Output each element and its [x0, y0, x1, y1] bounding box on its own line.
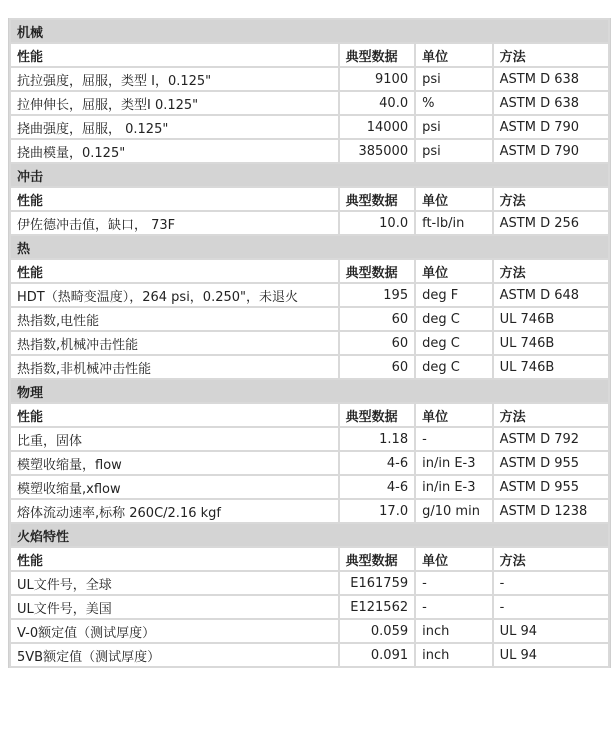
table-row [11, 620, 608, 642]
cell-property: 5VB额定值（测试厚度） [11, 644, 338, 666]
cell-value: 195 [340, 284, 415, 306]
section-header-row [11, 236, 608, 258]
cell-value: 17.0 [340, 500, 415, 522]
table-row [11, 572, 608, 594]
cell-unit: inch [416, 620, 492, 642]
table-row [11, 332, 608, 354]
cell-property: UL文件号，全球 [11, 572, 338, 594]
table-row [11, 476, 608, 498]
section-title: 火焰特性 [11, 524, 608, 546]
cell-unit: in/in E-3 [416, 476, 492, 498]
cell-unit: psi [416, 116, 492, 138]
cell-unit: - [416, 572, 492, 594]
cell-property: 拉伸伸长，屈服，类型I 0.125" [11, 92, 338, 114]
cell-value: E121562 [340, 596, 415, 618]
section-header-row [11, 164, 608, 186]
table-row [11, 452, 608, 474]
column-header-unit: 单位 [416, 548, 492, 570]
cell-value: 60 [340, 332, 415, 354]
column-header-row [11, 188, 608, 210]
column-header-property: 性能 [11, 44, 338, 66]
cell-method: UL 94 [494, 644, 608, 666]
column-header-value: 典型数据 [340, 260, 415, 282]
cell-value: 0.091 [340, 644, 415, 666]
cell-property: 伊佐德冲击值，缺口， 73F [11, 212, 338, 234]
cell-unit: inch [416, 644, 492, 666]
cell-method: ASTM D 638 [494, 92, 608, 114]
cell-value: 4-6 [340, 452, 415, 474]
cell-unit: deg C [416, 356, 492, 378]
cell-method: ASTM D 256 [494, 212, 608, 234]
cell-value: 60 [340, 356, 415, 378]
section-header-row [11, 380, 608, 402]
table-row [11, 356, 608, 378]
cell-property: UL文件号，美国 [11, 596, 338, 618]
column-header-method: 方法 [494, 188, 608, 210]
table-row [11, 644, 608, 666]
property-table-frame [8, 18, 611, 668]
cell-value: 60 [340, 308, 415, 330]
cell-unit: psi [416, 140, 492, 162]
cell-unit: g/10 min [416, 500, 492, 522]
column-header-row [11, 548, 608, 570]
column-header-method: 方法 [494, 260, 608, 282]
cell-property: 挠曲强度，屈服， 0.125" [11, 116, 338, 138]
cell-method: UL 746B [494, 332, 608, 354]
column-header-value: 典型数据 [340, 404, 415, 426]
section-title: 冲击 [11, 164, 608, 186]
table-row [11, 116, 608, 138]
column-header-value: 典型数据 [340, 548, 415, 570]
cell-value: 385000 [340, 140, 415, 162]
column-header-row [11, 260, 608, 282]
section-header-row [11, 524, 608, 546]
cell-method: - [494, 596, 608, 618]
cell-property: V-0额定值（测试厚度） [11, 620, 338, 642]
table-row [11, 500, 608, 522]
cell-value: 0.059 [340, 620, 415, 642]
cell-value: 9100 [340, 68, 415, 90]
cell-unit: deg F [416, 284, 492, 306]
section-title: 机械 [11, 20, 608, 42]
column-header-unit: 单位 [416, 188, 492, 210]
cell-property: 熔体流动速率,标称 260C/2.16 kgf [11, 500, 338, 522]
column-header-property: 性能 [11, 188, 338, 210]
table-row [11, 140, 608, 162]
cell-method: ASTM D 792 [494, 428, 608, 450]
cell-value: E161759 [340, 572, 415, 594]
cell-value: 10.0 [340, 212, 415, 234]
cell-method: ASTM D 648 [494, 284, 608, 306]
cell-method: - [494, 572, 608, 594]
table-row [11, 284, 608, 306]
column-header-property: 性能 [11, 404, 338, 426]
column-header-unit: 单位 [416, 44, 492, 66]
cell-method: UL 746B [494, 356, 608, 378]
cell-unit: % [416, 92, 492, 114]
column-header-unit: 单位 [416, 260, 492, 282]
cell-property: 抗拉强度，屈服，类型 I，0.125" [11, 68, 338, 90]
cell-value: 1.18 [340, 428, 415, 450]
table-row [11, 428, 608, 450]
cell-method: ASTM D 1238 [494, 500, 608, 522]
cell-value: 14000 [340, 116, 415, 138]
cell-property: 模塑收缩量,xflow [11, 476, 338, 498]
property-table-body [11, 20, 608, 666]
cell-property: 热指数,非机械冲击性能 [11, 356, 338, 378]
cell-method: ASTM D 638 [494, 68, 608, 90]
column-header-value: 典型数据 [340, 44, 415, 66]
column-header-value: 典型数据 [340, 188, 415, 210]
cell-unit: ft-lb/in [416, 212, 492, 234]
column-header-method: 方法 [494, 404, 608, 426]
table-row [11, 68, 608, 90]
cell-property: 热指数,电性能 [11, 308, 338, 330]
table-row [11, 92, 608, 114]
column-header-row [11, 404, 608, 426]
section-header-row [11, 20, 608, 42]
cell-property: 热指数,机械冲击性能 [11, 332, 338, 354]
cell-method: ASTM D 790 [494, 140, 608, 162]
property-table [9, 18, 610, 668]
cell-unit: - [416, 428, 492, 450]
cell-value: 4-6 [340, 476, 415, 498]
cell-property: HDT（热畸变温度），264 psi，0.250"，未退火 [11, 284, 338, 306]
table-row [11, 212, 608, 234]
cell-method: UL 94 [494, 620, 608, 642]
column-header-method: 方法 [494, 548, 608, 570]
column-header-unit: 单位 [416, 404, 492, 426]
cell-method: ASTM D 790 [494, 116, 608, 138]
cell-property: 挠曲模量，0.125" [11, 140, 338, 162]
column-header-property: 性能 [11, 548, 338, 570]
cell-value: 40.0 [340, 92, 415, 114]
cell-property: 模塑收缩量，flow [11, 452, 338, 474]
table-row [11, 596, 608, 618]
cell-property: 比重，固体 [11, 428, 338, 450]
cell-unit: in/in E-3 [416, 452, 492, 474]
column-header-method: 方法 [494, 44, 608, 66]
column-header-row [11, 44, 608, 66]
section-title: 热 [11, 236, 608, 258]
cell-unit: deg C [416, 332, 492, 354]
column-header-property: 性能 [11, 260, 338, 282]
cell-method: ASTM D 955 [494, 452, 608, 474]
cell-unit: deg C [416, 308, 492, 330]
cell-unit: - [416, 596, 492, 618]
table-row [11, 308, 608, 330]
cell-method: ASTM D 955 [494, 476, 608, 498]
cell-method: UL 746B [494, 308, 608, 330]
cell-unit: psi [416, 68, 492, 90]
section-title: 物理 [11, 380, 608, 402]
